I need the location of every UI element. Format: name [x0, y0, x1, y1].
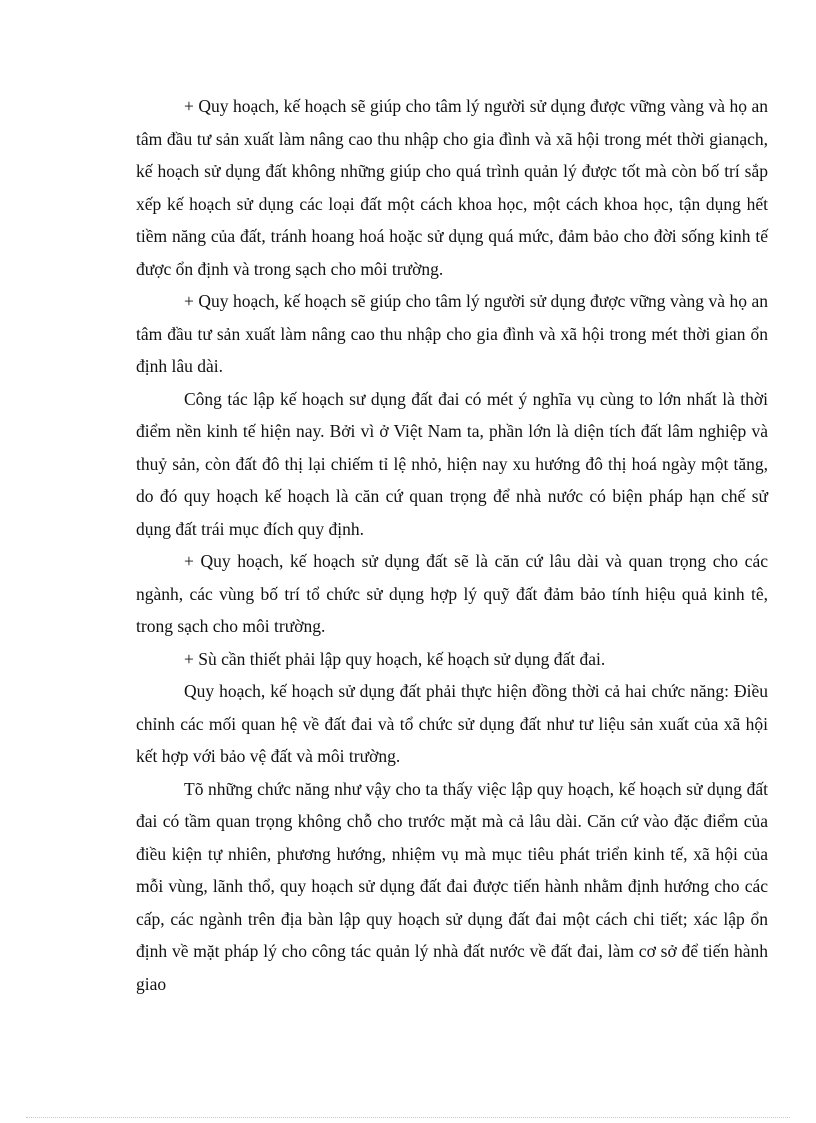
paragraph-7: Tõ những chức năng như vậy cho ta thấy việc lập quy hoạch, kế hoạch sử dụng đất đai có tầm quan trọng không chỗ cho trước mặt mà cả lâu dài. Căn cứ vào đặc điểm của điều kiện tự nhiên, phương hướng, nhiệm vụ mà mục tiêu phát triển kinh tế, xã hội của mỗi vùng, lãnh thổ, quy hoạch sử dụng đất đai được tiến hành nhằm định hướng cho các cấp, các ngành trên địa bàn lập quy hoạch sử dụng đất đai một cách chi tiết; xác lập ổn định về mặt pháp lý cho công tác quản lý nhà đất nước về đất đai, làm cơ sở để tiến hành giao — [136, 778, 768, 994]
paragraph-6: Quy hoạch, kế hoạch sử dụng đất phải thực hiện đồng thời cả hai chức năng: Điều chỉnh các mối quan hệ về đất đai và tổ chức sử dụng đất như tư liệu sản xuất của xã hội kết hợp với bảo vệ đất và môi trường. — [136, 681, 768, 766]
paragraph-4: + Quy hoạch, kế hoạch sử dụng đất sẽ là căn cứ lâu dài và quan trọng cho các ngành, các vùng bố trí tổ chức sử dụng hợp lý quỹ đất đảm bảo tính hiệu quả kinh tê, trong sạch cho môi trường. — [136, 551, 768, 636]
paragraph-3: Công tác lập kế hoạch sư dụng đất đai có mét ý nghĩa vụ cùng to lớn nhất là thời điểm nền kinh tế hiện nay. Bởi vì ở Việt Nam ta, phần lớn là diện tích đất lâm nghiệp và thuỷ sản, còn đất đô thị lại chiếm tỉ lệ nhỏ, hiện nay xu hướng đô thị hoá ngày một tăng, do đó quy hoạch kế hoạch là căn cứ quan trọng để nhà nước có biện pháp hạn chế sử dụng đất trái mục đích quy định. — [136, 388, 768, 539]
page-bottom-divider — [26, 1117, 790, 1118]
paragraph-2: + Quy hoạch, kế hoạch sẽ giúp cho tâm lý người sử dụng được vững vàng và họ an tâm đầu tư sản xuất làm nâng cao thu nhập cho gia đình và xã hội trong mét thời gian ổn định lâu dài. — [136, 291, 768, 376]
paragraph-5: + Sù cần thiết phải lập quy hoạch, kế hoạch sử dụng đất đai. — [184, 648, 606, 669]
paragraph-1: + Quy hoạch, kế hoạch sẽ giúp cho tâm lý người sử dụng được vững vàng và họ an tâm đầu tư sản xuất làm nâng cao thu nhập cho gia đình và xã hội trong mét thời gianạch, kế hoạch sử dụng đất không những giúp cho quá trình quản lý được tốt mà còn bố trí sắp xếp kế hoạch sử dụng các loại đất một cách khoa học, một cách khoa học, tận dụng hết tiềm năng của đất, tránh hoang hoá hoặc sử dụng quá mức, đảm bảo cho đời sống kinh tế được ổn định và trong sạch cho môi trường. — [136, 96, 768, 279]
document-body — [136, 90, 768, 1000]
